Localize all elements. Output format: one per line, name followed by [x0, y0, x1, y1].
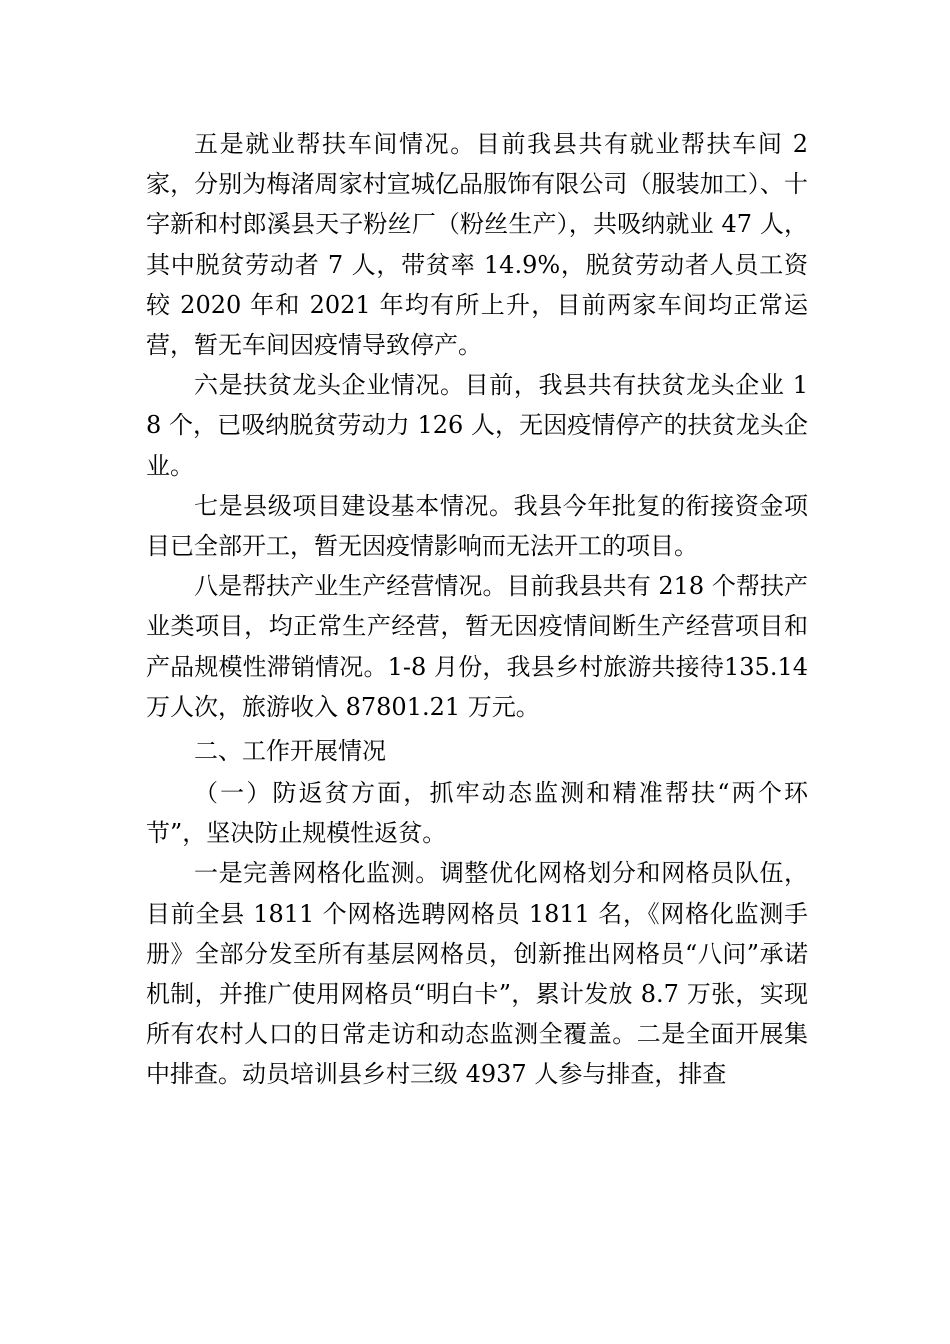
paragraph-grid-monitoring: 一是完善网格化监测。调整优化网格划分和网格员队伍，目前全县 1811 个网格选聘网格员 1811 名，《网格化监测手册》全部分发至所有基层网格员，创新推出网格员“八问”承诺机制，并推广使用网格员“明白卡”，累计发放 8.7 万张，实现所有农村人口的日常走访和动态监测全覆盖。二是全面开展集中排查。动员培训县乡村三级 4937 人参与排查，排查	[146, 859, 808, 1089]
paragraph-industry-operations: 八是帮扶产业生产经营情况。目前我县共有 218 个帮扶产业类项目，均正常生产经营，暂无因疫情间断生产经营项目和产品规模性滞销情况。1-8 月份，我县乡村旅游共接待135.14 万人次，旅游收入 87801.21 万元。	[146, 572, 808, 721]
paragraph-leading-enterprises: 六是扶贫龙头企业情况。目前，我县共有扶贫龙头企业 18 个，已吸纳脱贫劳动力 126 人，无因疫情停产的扶贫龙头企业。	[146, 371, 808, 480]
paragraph-employment-workshops: 五是就业帮扶车间情况。目前我县共有就业帮扶车间 2 家，分别为梅渚周家村宣城亿品服饰有限公司（服装加工）、十字新和村郎溪县天子粉丝厂（粉丝生产），共吸纳就业 47 人，其中脱贫劳动者 7 人，带贫率 14.9%，脱贫劳动者人员工资较 2020 年和 2021 年均有所上升，目前两家车间均正常运营，暂无车间因疫情导致停产。	[146, 130, 808, 360]
section-heading: 二、工作开展情况	[194, 737, 386, 766]
document-page	[146, 124, 808, 1095]
subsection-heading: （一）防返贫方面，抓牢动态监测和精准帮扶“两个环节”，坚决防止规模性返贫。	[146, 779, 808, 848]
paragraph-county-projects: 七是县级项目建设基本情况。我县今年批复的衔接资金项目已全部开工，暂无因疫情影响而无法开工的项目。	[146, 491, 808, 561]
